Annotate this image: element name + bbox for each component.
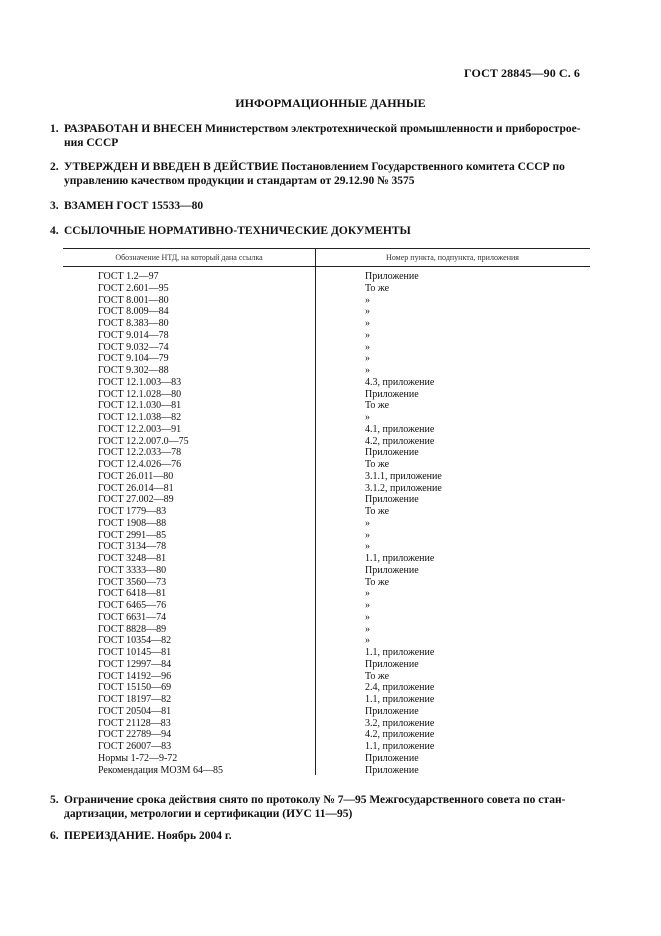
table-row [63, 741, 590, 753]
clause-reference: Приложение [365, 494, 419, 506]
table-row [63, 483, 590, 495]
table-row [63, 565, 590, 577]
item-lead: УТВЕРЖДЕН И ВВЕДЕН В ДЕЙСТВИЕ [64, 161, 279, 173]
table-row [63, 682, 590, 694]
document-designation: ГОСТ 1908—88 [98, 517, 167, 529]
clause-reference: Приложение [365, 447, 419, 459]
table-row [63, 389, 590, 401]
document-designation: ГОСТ 6465—76 [98, 600, 167, 611]
document-designation: ГОСТ 10354—82 [98, 635, 172, 647]
reference-docs-table [63, 248, 590, 776]
item-number: 2. [50, 161, 59, 173]
table-row [63, 494, 590, 506]
clause-reference: 2.4, приложение [365, 682, 435, 694]
table-row [63, 295, 590, 307]
table-row [63, 729, 590, 741]
document-designation: ГОСТ 18197—82 [98, 694, 172, 705]
table-row [63, 283, 590, 295]
item-number: 1. [50, 123, 59, 135]
document-designation: ГОСТ 12.1.038—82 [98, 412, 182, 423]
clause-reference: 1.1, приложение [365, 647, 435, 658]
document-designation: ГОСТ 12.1.030—81 [98, 400, 182, 412]
document-designation: ГОСТ 3560—73 [98, 576, 167, 588]
document-designation: ГОСТ 3134—78 [98, 541, 167, 553]
clause-reference: Приложение [365, 764, 419, 776]
clause-reference: » [365, 329, 370, 341]
table-row [63, 306, 590, 318]
clause-reference: Приложение [365, 705, 419, 717]
clause-reference: 1.1, приложение [365, 741, 435, 752]
table-row [63, 553, 590, 565]
document-designation: Рекомендация МОЗМ 64—85 [98, 764, 223, 776]
table-row [63, 342, 590, 354]
table-row [63, 671, 590, 683]
info-item-4 [50, 224, 590, 238]
table-row [63, 765, 590, 777]
clause-reference: 3.2, приложение [365, 717, 435, 729]
document-designation: ГОСТ 15150—69 [98, 682, 172, 694]
table-row [63, 271, 590, 283]
column-header-clause: Номер пункта, подпункта, приложения [386, 253, 519, 262]
table-row [63, 412, 590, 424]
clause-reference: » [365, 635, 370, 647]
section-title: ИНФОРМАЦИОННЫЕ ДАННЫЕ [235, 96, 426, 110]
document-designation: ГОСТ 10145—81 [98, 647, 172, 658]
clause-reference: То же [365, 400, 390, 412]
clause-reference: » [365, 341, 370, 353]
item-text: Ограничение срока действия снято по протоколу № 7—95 Межгосударственного совета по стан-дартизации, метрологии и сертификации (ИУС 11—95) [64, 794, 566, 820]
clause-reference: 3.1.2, приложение [365, 482, 442, 494]
document-designation: ГОСТ 3248—81 [98, 553, 167, 564]
document-designation: ГОСТ 21128—83 [98, 717, 171, 729]
document-designation: ГОСТ 2.601—95 [98, 282, 169, 294]
item-number: 6. [50, 830, 59, 842]
document-designation: ГОСТ 12.2.007.0—75 [98, 435, 189, 447]
table-row [63, 424, 590, 436]
document-designation: ГОСТ 26007—83 [98, 741, 172, 752]
table-row [63, 694, 590, 706]
document-designation: ГОСТ 14192—96 [98, 670, 172, 682]
document-designation: ГОСТ 1779—83 [98, 506, 167, 517]
document-designation: ГОСТ 8.001—80 [98, 294, 169, 306]
document-designation: ГОСТ 8.383—80 [98, 318, 169, 329]
clause-reference: То же [365, 670, 390, 682]
clause-reference: Приложение [365, 752, 419, 764]
document-designation: ГОСТ 8828—89 [98, 623, 167, 635]
item-number: 3. [50, 200, 59, 212]
item-text: Постановлением Государственного комитета СССР по управлению качеством продукции и стандартам от 29.12.90 № 3575 [64, 161, 565, 187]
column-header-document: Обозначение НТД, на который дана ссылка [115, 253, 263, 262]
table-row [63, 577, 590, 589]
clause-reference: » [365, 600, 370, 611]
document-designation: ГОСТ 12.1.028—80 [98, 388, 182, 400]
document-designation: ГОСТ 12997—84 [98, 658, 172, 670]
item-lead: ССЫЛОЧНЫЕ НОРМАТИВНО-ТЕХНИЧЕСКИЕ ДОКУМЕНТЫ [64, 225, 411, 237]
page-header-ref: ГОСТ 28845—90 С. 6 [464, 66, 580, 80]
table-row [63, 471, 590, 483]
table-row [63, 400, 590, 412]
table-row [63, 541, 590, 553]
document-designation: ГОСТ 12.1.003—83 [98, 376, 182, 388]
document-designation: ГОСТ 6418—81 [98, 588, 167, 600]
document-designation: ГОСТ 12.2.033—78 [98, 447, 182, 459]
table-row [63, 353, 590, 365]
table-row [63, 506, 590, 518]
document-designation: ГОСТ 12.2.003—91 [98, 423, 182, 435]
item-lead: ПЕРЕИЗДАНИЕ. [64, 830, 155, 842]
document-designation: ГОСТ 27.002—89 [98, 494, 174, 506]
clause-reference: Приложение [365, 564, 419, 576]
clause-reference: » [365, 318, 370, 329]
clause-reference: То же [365, 506, 390, 517]
item-lead: РАЗРАБОТАН И ВНЕСЕН [64, 123, 203, 135]
clause-reference: » [365, 306, 370, 318]
clause-reference: 1.1, приложение [365, 694, 435, 705]
clause-reference: » [365, 365, 370, 376]
clause-reference: » [365, 611, 370, 623]
clause-reference: » [365, 529, 370, 541]
clause-reference: 3.1.1, приложение [365, 470, 442, 482]
document-designation: ГОСТ 3333—80 [98, 564, 167, 576]
document-designation: ГОСТ 1.2—97 [98, 271, 159, 282]
document-designation: ГОСТ 22789—94 [98, 729, 172, 741]
clause-reference: То же [365, 576, 390, 588]
document-designation: ГОСТ 26.014—81 [98, 482, 174, 494]
table-row [63, 588, 590, 600]
clause-reference: 1.1, приложение [365, 553, 435, 564]
table-row [63, 377, 590, 389]
item-number: 4. [50, 225, 59, 237]
document-designation: ГОСТ 2991—85 [98, 529, 167, 541]
clause-reference: » [365, 412, 370, 423]
clause-reference: 4.2, приложение [365, 729, 435, 741]
table-row [63, 635, 590, 647]
table-row [63, 659, 590, 671]
table-row [63, 518, 590, 530]
table-row [63, 318, 590, 330]
info-item-2 [50, 160, 590, 188]
clause-reference: То же [365, 282, 390, 294]
document-designation: ГОСТ 9.104—79 [98, 353, 169, 365]
table-row [63, 718, 590, 730]
table-row [63, 365, 590, 377]
item-number: 5. [50, 794, 59, 806]
table-header [63, 248, 590, 267]
info-item-1 [50, 122, 590, 150]
clause-reference: » [365, 294, 370, 306]
table-body [63, 267, 590, 776]
table-row [63, 459, 590, 471]
document-designation: ГОСТ 9.032—74 [98, 341, 169, 353]
item-text: Министерством электротехнической промышленности и приборострое-ния СССР [64, 123, 581, 149]
table-row [63, 706, 590, 718]
document-designation: ГОСТ 9.014—78 [98, 329, 169, 341]
info-item-6 [50, 829, 590, 843]
clause-reference: » [365, 588, 370, 600]
clause-reference: » [365, 623, 370, 635]
table-row [63, 753, 590, 765]
document-designation: ГОСТ 9.302—88 [98, 365, 169, 376]
document-designation: ГОСТ 20504—81 [98, 705, 172, 717]
info-item-5 [50, 793, 590, 821]
table-row [63, 436, 590, 448]
table-row [63, 447, 590, 459]
document-designation: Нормы 1-72—9-72 [98, 752, 178, 764]
document-designation: ГОСТ 12.4.026—76 [98, 459, 182, 470]
table-row [63, 624, 590, 636]
table-row [63, 612, 590, 624]
table-row [63, 600, 590, 612]
clause-reference: Приложение [365, 271, 419, 282]
clause-reference: » [365, 541, 370, 553]
clause-reference: Приложение [365, 388, 419, 400]
item-text: Ноябрь 2004 г. [154, 830, 232, 842]
document-designation: ГОСТ 8.009—84 [98, 306, 169, 318]
item-lead: ВЗАМЕН ГОСТ 15533—80 [64, 200, 204, 212]
document-designation: ГОСТ 6631—74 [98, 611, 167, 623]
info-item-3 [50, 199, 590, 213]
clause-reference: То же [365, 459, 390, 470]
document-designation: ГОСТ 26.011—80 [98, 470, 174, 482]
table-row [63, 647, 590, 659]
clause-reference: » [365, 353, 370, 365]
clause-reference: 4.3, приложение [365, 376, 435, 388]
table-row [63, 530, 590, 542]
clause-reference: 4.1, приложение [365, 423, 435, 435]
clause-reference: 4.2, приложение [365, 435, 435, 447]
clause-reference: » [365, 517, 370, 529]
table-row [63, 330, 590, 342]
clause-reference: Приложение [365, 658, 419, 670]
